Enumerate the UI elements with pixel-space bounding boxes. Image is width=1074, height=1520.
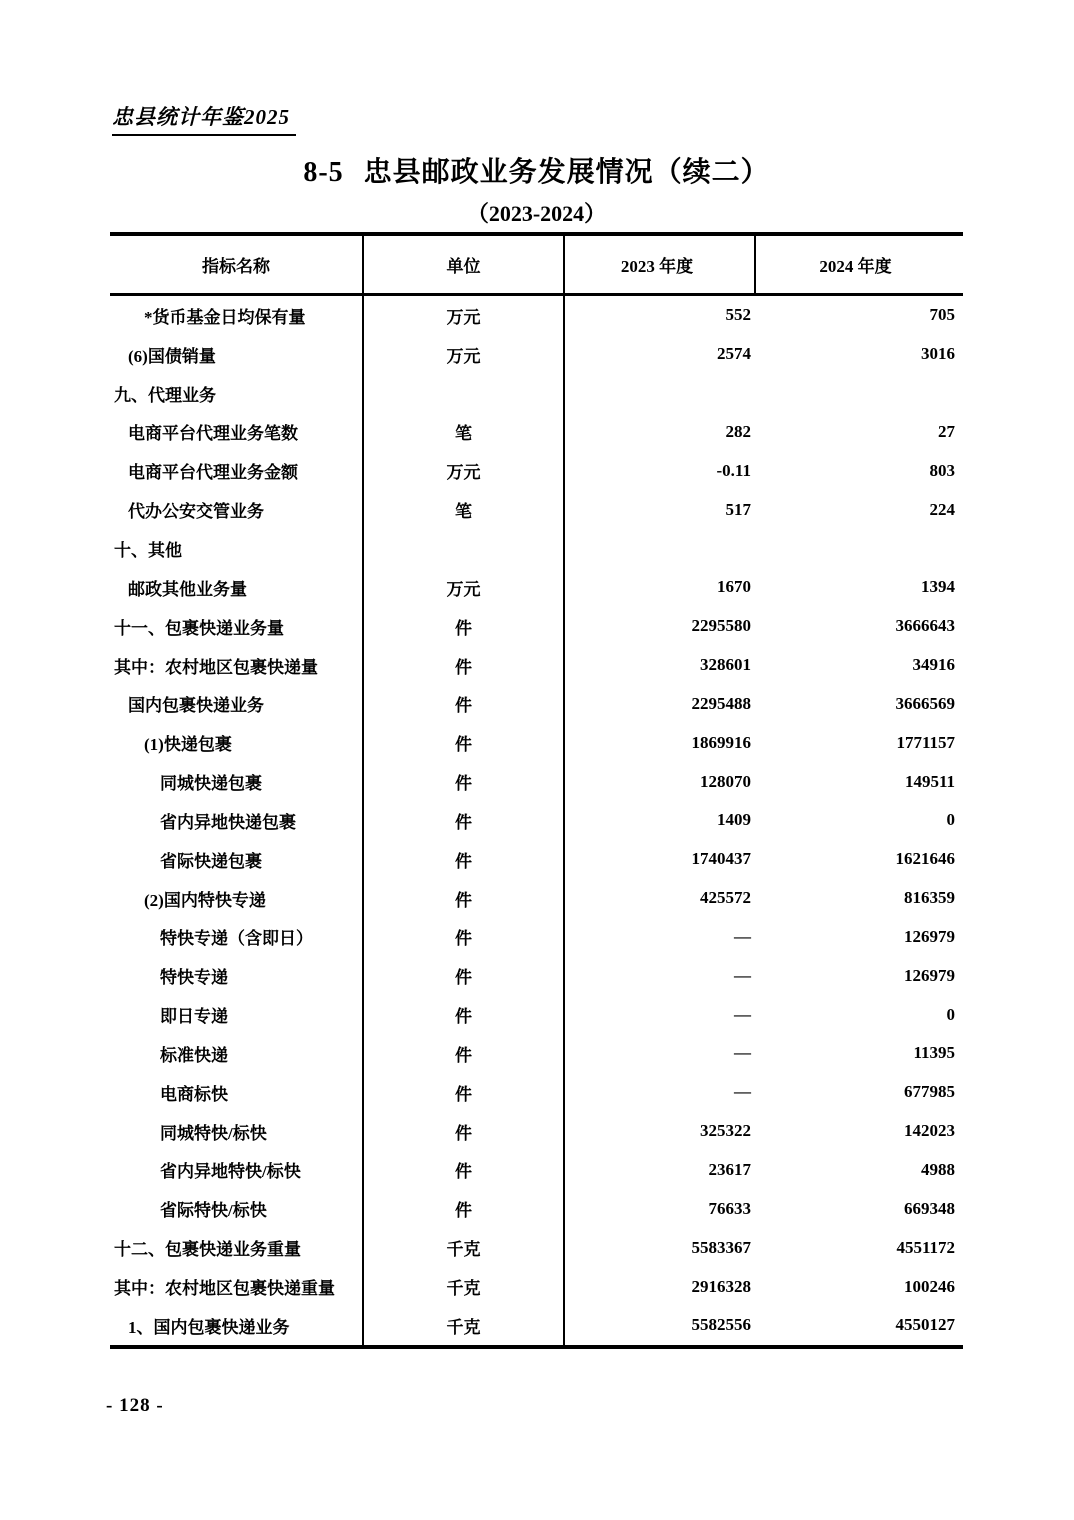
indicator-name-cell: 电商标快 [110, 1073, 364, 1112]
table-row [110, 879, 963, 918]
table-row [110, 1034, 963, 1073]
table-row [110, 1073, 963, 1112]
unit-cell: 件 [364, 684, 565, 723]
value-2023-cell: 2574 [717, 344, 751, 364]
unit-cell: 件 [364, 1112, 565, 1151]
unit-cell: 万元 [364, 335, 565, 374]
indicator-name-cell: 电商平台代理业务笔数 [110, 413, 364, 452]
unit-cell: 笔 [364, 413, 565, 452]
table-row [110, 840, 963, 879]
table-row [110, 1189, 963, 1228]
table-number: 8-5 [303, 157, 344, 188]
table-row [110, 1267, 963, 1306]
value-2024-cell: 1621646 [895, 849, 955, 869]
value-2023-cell: 23617 [708, 1159, 751, 1179]
value-2024-cell: 669348 [904, 1198, 955, 1218]
value-2023-cell: 5583367 [691, 1237, 751, 1257]
value-2023-cell: — [734, 1082, 751, 1102]
indicator-name-cell: 即日专递 [110, 995, 364, 1034]
indicator-name-cell: 九、代理业务 [110, 374, 364, 413]
indicator-name-cell: 国内包裹快递业务 [110, 684, 364, 723]
value-2024-cell [756, 529, 963, 568]
unit-cell: 件 [364, 995, 565, 1034]
table-header-row [110, 236, 963, 296]
value-2023-cell: 2295488 [691, 693, 751, 713]
value-2024-cell: 3666569 [895, 693, 955, 713]
value-2023-cell: — [734, 965, 751, 985]
yearbook-header-title: 忠县统计年鉴2025 [112, 101, 296, 136]
unit-cell: 件 [364, 646, 565, 685]
unit-cell: 千克 [364, 1306, 565, 1345]
value-2023-cell [565, 374, 756, 413]
value-2023-cell: 552 [725, 305, 751, 325]
indicator-name-cell: (6)国债销量 [110, 335, 364, 374]
unit-cell: 笔 [364, 490, 565, 529]
value-2024-cell: 816359 [904, 888, 955, 908]
table-row [110, 1306, 963, 1345]
unit-cell: 万元 [364, 451, 565, 490]
indicator-name-cell: (2)国内特快专递 [110, 879, 364, 918]
table-row [110, 335, 963, 374]
indicator-name-cell: 十、其他 [110, 529, 364, 568]
indicator-name-cell: 电商平台代理业务金额 [110, 451, 364, 490]
value-2024-cell: 677985 [904, 1082, 955, 1102]
value-2023-cell: 282 [725, 421, 751, 441]
value-2024-cell: 34916 [912, 655, 955, 675]
value-2023-cell: 5582556 [691, 1315, 751, 1335]
table-row [110, 413, 963, 452]
unit-cell: 件 [364, 723, 565, 762]
unit-cell: 件 [364, 762, 565, 801]
unit-cell: 件 [364, 1151, 565, 1190]
unit-cell: 万元 [364, 568, 565, 607]
unit-cell: 千克 [364, 1228, 565, 1267]
value-2024-cell: 149511 [904, 771, 955, 791]
unit-cell [364, 529, 565, 568]
value-2023-cell [565, 529, 756, 568]
indicator-name-cell: 省际快递包裹 [110, 840, 364, 879]
table-body [110, 296, 963, 1345]
value-2024-cell: 0 [946, 1004, 955, 1024]
table-row [110, 801, 963, 840]
value-2023-cell: 517 [725, 499, 751, 519]
table-name: 忠县邮政业务发展情况（续二） [363, 156, 770, 187]
statistics-table [110, 232, 963, 1349]
value-2023-cell: -0.11 [716, 460, 751, 480]
table-row [110, 374, 963, 413]
unit-cell: 件 [364, 607, 565, 646]
indicator-name-cell: 标准快递 [110, 1034, 364, 1073]
value-2023-cell: 1409 [717, 810, 751, 830]
value-2024-cell: 1394 [921, 577, 955, 597]
indicator-name-cell: 省内异地特快/标快 [110, 1151, 364, 1190]
value-2023-cell: — [734, 1004, 751, 1024]
value-2023-cell: 1740437 [691, 849, 751, 869]
value-2024-cell: 3666643 [895, 616, 955, 636]
value-2023-cell: 328601 [700, 655, 751, 675]
column-header-unit: 单位 [364, 236, 565, 293]
page-number: - 128 - [106, 1395, 164, 1416]
table-row [110, 607, 963, 646]
table-row [110, 1228, 963, 1267]
value-2024-cell: 4988 [921, 1159, 955, 1179]
table-row [110, 1112, 963, 1151]
table-row [110, 918, 963, 957]
value-2024-cell: 4550127 [895, 1315, 955, 1335]
unit-cell: 件 [364, 1073, 565, 1112]
indicator-name-cell: 其中：农村地区包裹快递重量 [110, 1267, 364, 1306]
value-2024-cell: 126979 [904, 965, 955, 985]
unit-cell: 件 [364, 801, 565, 840]
indicator-name-cell: *货币基金日均保有量 [110, 296, 364, 335]
indicator-name-cell: 十一、包裹快递业务量 [110, 607, 364, 646]
table-row [110, 451, 963, 490]
indicator-name-cell: 十二、包裹快递业务重量 [110, 1228, 364, 1267]
unit-cell: 件 [364, 918, 565, 957]
value-2024-cell: 11395 [913, 1043, 955, 1063]
table-row [110, 995, 963, 1034]
table-row [110, 646, 963, 685]
indicator-name-cell: 特快专递 [110, 956, 364, 995]
table-row [110, 956, 963, 995]
value-2024-cell: 126979 [904, 926, 955, 946]
unit-cell [364, 374, 565, 413]
unit-cell: 件 [364, 1189, 565, 1228]
table-row [110, 529, 963, 568]
unit-cell: 千克 [364, 1267, 565, 1306]
value-2024-cell: 142023 [904, 1121, 955, 1141]
table-row [110, 1151, 963, 1190]
unit-cell: 万元 [364, 296, 565, 335]
value-2024-cell: 27 [938, 421, 955, 441]
indicator-name-cell: 1、国内包裹快递业务 [110, 1306, 364, 1345]
table-row [110, 723, 963, 762]
value-2023-cell: 325322 [700, 1121, 751, 1141]
value-2023-cell: 2295580 [691, 616, 751, 636]
table-row [110, 296, 963, 335]
table-row [110, 684, 963, 723]
unit-cell: 件 [364, 879, 565, 918]
indicator-name-cell: 省际特快/标快 [110, 1189, 364, 1228]
value-2024-cell: 3016 [921, 344, 955, 364]
table-row [110, 490, 963, 529]
value-2024-cell: 803 [929, 460, 955, 480]
indicator-name-cell: 同城特快/标快 [110, 1112, 364, 1151]
value-2024-cell [756, 374, 963, 413]
value-2023-cell: 76633 [708, 1198, 751, 1218]
table-row [110, 568, 963, 607]
table-title [110, 150, 963, 190]
column-header-indicator-name: 指标名称 [110, 236, 364, 293]
value-2024-cell: 0 [946, 810, 955, 830]
value-2024-cell: 4551172 [896, 1237, 955, 1257]
title-block [110, 150, 963, 228]
value-2023-cell: — [734, 926, 751, 946]
value-2023-cell: — [734, 1043, 751, 1063]
value-2024-cell: 100246 [904, 1276, 955, 1296]
unit-cell: 件 [364, 1034, 565, 1073]
indicator-name-cell: (1)快递包裹 [110, 723, 364, 762]
value-2023-cell: 1869916 [691, 732, 751, 752]
table-subtitle: （2023-2024） [466, 201, 607, 226]
table-row [110, 762, 963, 801]
indicator-name-cell: 省内异地快递包裹 [110, 801, 364, 840]
value-2024-cell: 705 [929, 305, 955, 325]
value-2024-cell: 1771157 [896, 732, 955, 752]
value-2023-cell: 425572 [700, 888, 751, 908]
value-2024-cell: 224 [929, 499, 955, 519]
value-2023-cell: 128070 [700, 771, 751, 791]
indicator-name-cell: 同城快递包裹 [110, 762, 364, 801]
indicator-name-cell: 其中：农村地区包裹快递量 [110, 646, 364, 685]
indicator-name-cell: 代办公安交管业务 [110, 490, 364, 529]
value-2023-cell: 1670 [717, 577, 751, 597]
unit-cell: 件 [364, 840, 565, 879]
unit-cell: 件 [364, 956, 565, 995]
column-header-year-2023: 2023 年度 [565, 236, 756, 293]
indicator-name-cell: 特快专递（含即日） [110, 918, 364, 957]
column-header-year-2024: 2024 年度 [819, 257, 892, 276]
value-2023-cell: 2916328 [691, 1276, 751, 1296]
indicator-name-cell: 邮政其他业务量 [110, 568, 364, 607]
